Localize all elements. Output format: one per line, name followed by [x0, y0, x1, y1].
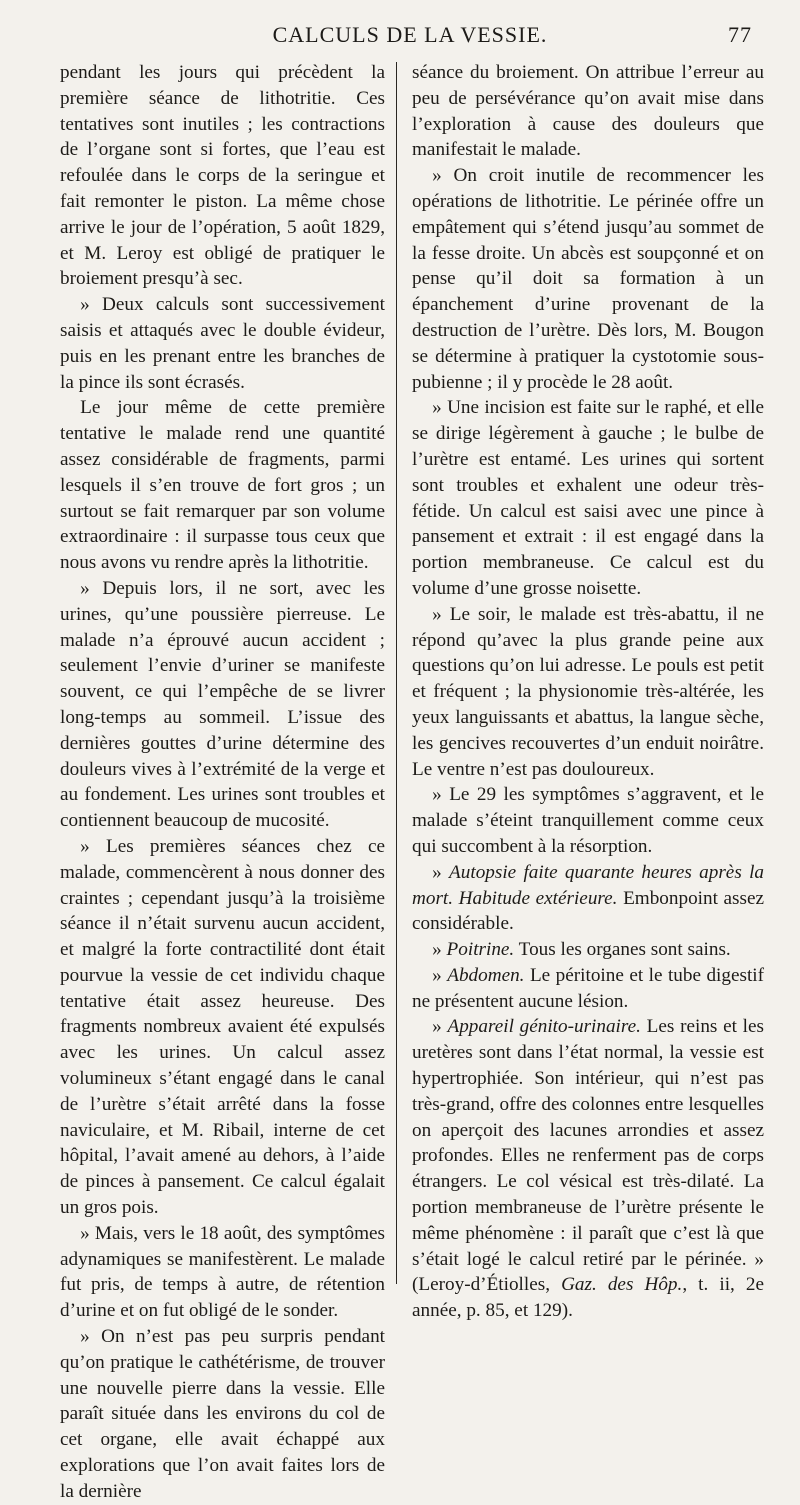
- paragraph: » Le 29 les symptômes s’aggravent, et le malade s’éteint tranquillement comme ceux qui succombent à la résorption.: [412, 784, 764, 857]
- section-heading: Autopsie faite quarante heures après la mort. Habitude extérieure.: [412, 861, 765, 909]
- paragraph: séance du broiement. On attribue l’erreur au peu de persévérance qu’on avait mise dans l’exploration à cause des douleurs que manifestait le malade.: [412, 62, 764, 161]
- citation-tail: , t. ii, 2e année, p. 85, et 129).: [412, 1274, 765, 1322]
- paragraph-text: Le péritoine et le tube digestif ne présentent aucune lésion.: [412, 964, 764, 1012]
- quote-mark: »: [432, 861, 450, 883]
- paragraph: » Depuis lors, il ne sort, avec les urines, qu’une poussière pierreuse. Le malade n’a éprouvé aucun accident ; seulement l’envie d’uriner se manifeste souvent, ce qui l’empêche de se livrer long-temps au sommeil. L’issue des dernières gouttes d’urine détermine des douleurs vives à l’extrémité de la verge et au fondement. Les urines sont troubles et contiennent beaucoup de mucosité.: [60, 577, 385, 832]
- paragraph: » On croit inutile de recommencer les opérations de lithotritie. Le périnée offre un empâtement qui s’étend jusqu’au sommet de la fesse droite. Un abcès est soupçonné et on pense qu’il doit sa formation à un épanchement d’urine provenant de la destruction de l’urètre. Dès lors, M. Bougon se détermine à pratiquer la cystotomie sous-pubienne ; il y procède le 28 août.: [412, 165, 764, 393]
- poitrine-paragraph: [412, 937, 764, 963]
- paragraph-text: Les reins et les uretères sont dans l’état normal, la vessie est hypertrophiée. Son intérieur, qui n’est pas très-grand, offre des colonnes entre lesquelles on aperçoit des lacunes arrondies et assez profondes. Elles ne renferment pas de corps étrangers. Le col vésical est très-dilaté. La portion membraneuse de l’urètre présente le même phénomène : il paraît que c’est là que s’était logé le calcul retiré par le périnée. » (Leroy-d’Étiolles,: [412, 1016, 764, 1296]
- page-number: 77: [728, 22, 752, 47]
- quote-mark: »: [432, 939, 447, 961]
- paragraph: » Le soir, le malade est très-abattu, il ne répond qu’avec la plus grande peine aux questions qu’on lui adresse. Le pouls est petit et fréquent ; la physionomie très-altérée, les yeux languissants et abattus, la langue sèche, les gencives recouvertes d’un enduit noirâtre. Le ventre n’est pas douloureux.: [412, 603, 764, 780]
- paragraph: » Mais, vers le 18 août, des symptômes adynamiques se manifestèrent. Le malade fut pris, de temps à autre, de rétention d’urine et on fut obligé de le sonder.: [60, 1222, 385, 1322]
- section-heading: Appareil génito-urinaire.: [447, 1016, 641, 1038]
- running-title: CALCULS DE LA VESSIE.: [272, 22, 548, 47]
- paragraph: » Deux calculs sont successivement saisis et attaqués avec le double évideur, puis en les prenant entre les branches de la pince ils sont écrasés.: [60, 294, 385, 393]
- appareil-paragraph: [412, 1014, 764, 1324]
- paragraph: » Les premières séances chez ce malade, commencèrent à nous donner des craintes ; cependant jusqu’à la troisième séance il n’était survenu aucun accident, et malgré la forte contractilité dont était pourvue la vessie de cet individu chaque tentative était assez heureuse. Des fragments nombreux avaient été expulsés avec les urines. Un calcul assez volumineux s’étant engagé dans le canal de l’urètre s’était arrêté dans la fosse naviculaire, et M. Ribail, interne de cet hôpital, l’avait amené au dehors, à l’aide de pinces à pansement. Ce calcul égalait un gros pois.: [60, 835, 385, 1219]
- left-column: [60, 60, 385, 1505]
- section-heading: Abdomen.: [447, 964, 525, 986]
- paragraph-text: Embonpoint assez considérable.: [412, 887, 765, 935]
- paragraph: pendant les jours qui précèdent la première séance de lithotritie. Ces tentatives sont inutiles ; les contractions de l’organe sont si fortes, que l’eau est refoulée dans le corps de la seringue et fait remonter le piston. La même chose arrive le jour de l’opération, 5 août 1829, et M. Leroy est obligé de pratiquer le broiement presqu’à sec.: [60, 62, 385, 290]
- column-divider: [396, 62, 397, 1284]
- quote-mark: »: [432, 1016, 448, 1038]
- paragraph: » Une incision est faite sur le raphé, et elle se dirige légèrement à gauche ; le bulbe de l’urètre est entamé. Les urines qui sortent sont troubles et exhalent une odeur très-fétide. Un calcul est saisi avec une pince à pansement et extrait : il est engagé dans la portion membraneuse. Ce calcul est du volume d’une grosse noisette.: [412, 397, 764, 599]
- running-head: [60, 18, 760, 52]
- paragraph-text: Tous les organes sont sains.: [514, 939, 731, 961]
- quote-mark: »: [432, 964, 448, 986]
- paragraph: » On n’est pas peu surpris pendant qu’on pratique le cathétérisme, de trouver une nouvelle pierre dans la vessie. Elle paraît située dans les environs du col de cet organe, elle avait échappé aux explorations que l’on avait faites lors de la dernière: [60, 1326, 385, 1502]
- paragraph: Le jour même de cette première tentative le malade rend une quantité assez considérable de fragments, parmi lesquels il s’en trouve de fort gros ; un surtout se fait remarquer par son volume extraordinaire : il surpasse tous ceux que nous avons vu rendre après la lithotritie.: [60, 397, 385, 574]
- section-heading: Poitrine.: [446, 939, 515, 961]
- autopsy-paragraph: [412, 860, 764, 937]
- abdomen-paragraph: [412, 963, 764, 1015]
- right-column: [412, 60, 764, 1324]
- citation-title: Gaz. des Hôp.: [561, 1274, 683, 1296]
